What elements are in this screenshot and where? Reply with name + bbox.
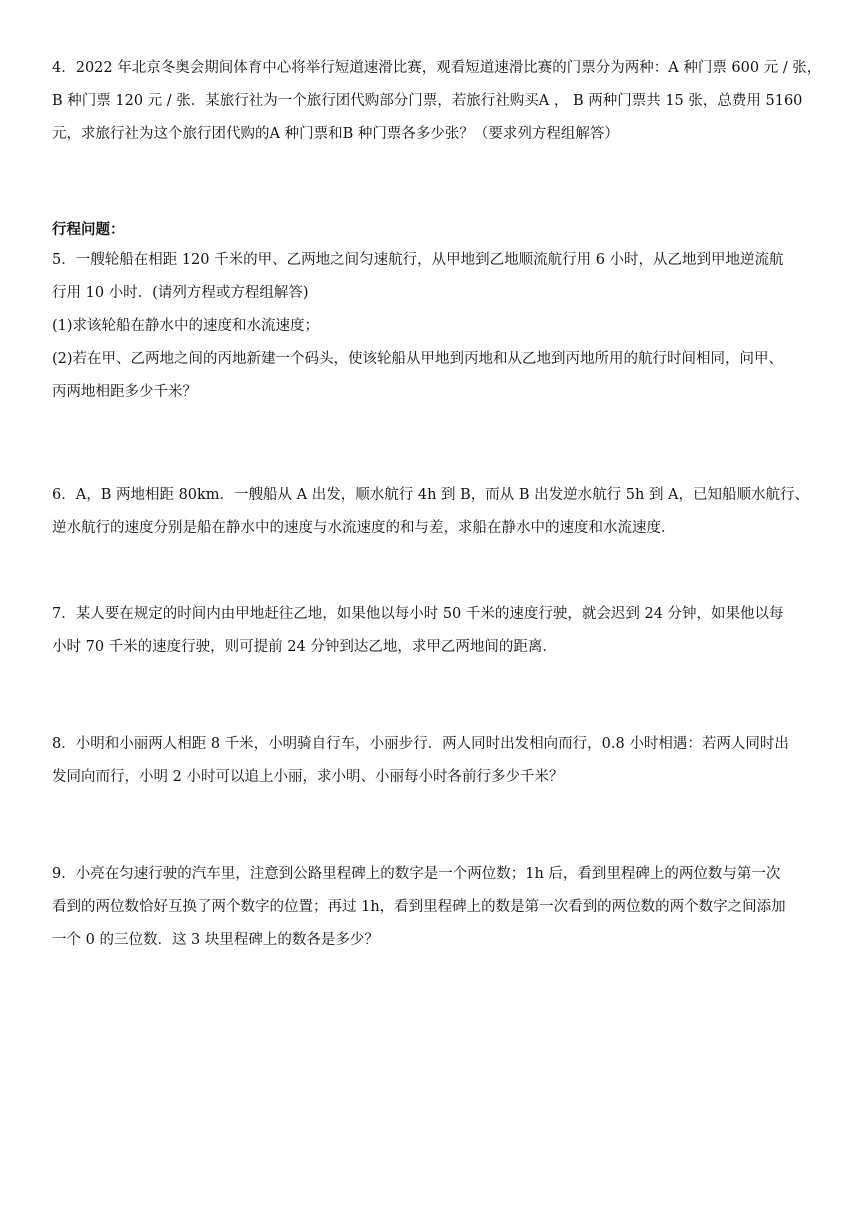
problem-6 <box>52 485 812 551</box>
problem-9 <box>52 864 812 963</box>
problem-4 <box>52 58 822 157</box>
problem-8-line-1: 8．小明和小丽两人相距 8 千米，小明骑自行车，小丽步行．两人同时出发相向而行，0.8 小时相遇：若两人同时出 <box>52 736 789 752</box>
section-heading: 行程问题： <box>52 221 125 238</box>
problem-5-line-4: (2)若在甲、乙两地之间的丙地新建一个码头，使该轮船从甲地到丙地和从乙地到丙地所用的航行时间相同，问甲、 <box>52 351 784 367</box>
problem-4-line-3: 元，求旅行社为这个旅行团代购的A 种门票和B 种门票各多少张？（要求列方程组解答） <box>52 126 619 142</box>
problem-9-line-1: 9．小亮在匀速行驶的汽车里，注意到公路里程碑上的数字是一个两位数；1h 后，看到里程碑上的两位数与第一次 <box>52 866 781 882</box>
problem-9-line-2: 看到的两位数恰好互换了两个数字的位置；再过 1h，看到里程碑上的数是第一次看到的两位数的两个数字之间添加 <box>52 899 786 915</box>
problem-5 <box>52 250 812 415</box>
problem-7-line-1: 7．某人要在规定的时间内由甲地赶往乙地，如果他以每小时 50 千米的速度行驶，就会迟到 24 分钟，如果他以每 <box>52 606 784 622</box>
problem-9-line-3: 一个 0 的三位数．这 3 块里程碑上的数各是多少？ <box>52 932 379 948</box>
worksheet-page <box>52 58 822 963</box>
problem-5-line-1: 5．一艘轮船在相距 120 千米的甲、乙两地之间匀速航行，从甲地到乙地顺流航行用 6 小时，从乙地到甲地逆流航 <box>52 252 784 268</box>
problem-8-line-2: 发同向而行，小明 2 小时可以追上小丽，求小明、小丽每小时各前行多少千米？ <box>52 769 564 785</box>
problem-7-line-2: 小时 70 千米的速度行驶，则可提前 24 分钟到达乙地，求甲乙两地间的距离． <box>52 639 557 655</box>
problem-4-line-1: 4．2022 年北京冬奥会期间体育中心将举行短道速滑比赛，观看短道速滑比赛的门票分为两种：A 种门票 600 元 / 张， <box>52 60 822 76</box>
problem-6-line-2: 逆水航行的速度分别是船在静水中的速度与水流速度的和与差，求船在静水中的速度和水流速度． <box>52 520 676 536</box>
problem-8 <box>52 734 812 800</box>
problem-5-line-2: 行用 10 小时．(请列方程或方程组解答) <box>52 285 309 301</box>
problem-7 <box>52 604 812 670</box>
problem-6-line-1: 6．A，B 两地相距 80km．一艘船从 A 出发，顺水航行 4h 到 B，而从 B 出发逆水航行 5h 到 A，已知船顺水航行、 <box>52 487 810 503</box>
problem-5-line-5: 丙两地相距多少千米？ <box>52 384 197 400</box>
problem-5-line-3: (1)求该轮船在静水中的速度和水流速度； <box>52 318 320 334</box>
problem-4-line-2: B 种门票 120 元 / 张．某旅行社为一个旅行团代购部分门票，若旅行社购买A ， B 两种门票共 15 张，总费用 5160 <box>52 93 803 109</box>
